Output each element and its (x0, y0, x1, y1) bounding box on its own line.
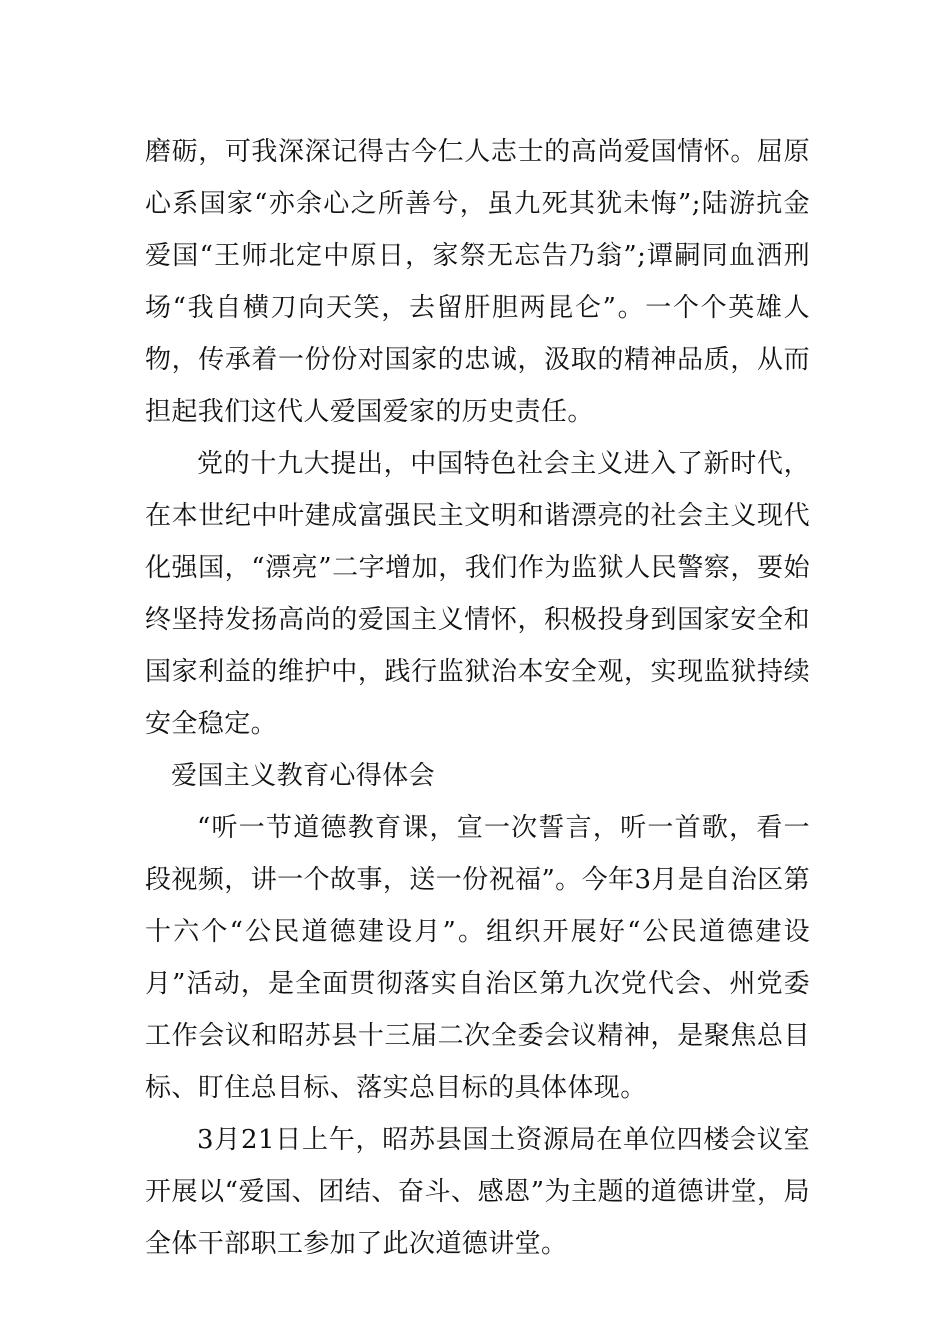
document-body (145, 126, 810, 1270)
paragraph-continued: 磨砺，可我深深记得古今仁人志士的高尚爱国情怀。屈原心系国家“亦余心之所善兮，虽九死其犹未悔”;陆游抗金爱国“王师北定中原日，家祭无忘告乃翁”;谭嗣同血洒刑场“我自横刀向天笑，去留肝胆两昆仑”。一个个英雄人物，传承着一份份对国家的忠诚，汲取的精神品质，从而担起我们这代人爱国爱家的历史责任。 (145, 137, 810, 427)
paragraph-moral-month: “听一节道德教育课，宣一次誓言，听一首歌，看一段视频，讲一个故事，送一份祝福”。今年3月是自治区第十六个“公民道德建设月”。组织开展好“公民道德建设月”活动，是全面贯彻落实自治区第九次党代会、州党委工作会议和昭苏县十三届二次全委会议精神，是聚焦总目标、盯住总目标、落实总目标的具体体现。 (145, 813, 810, 1103)
paragraph-moral-lecture: 3月21日上午，昭苏县国土资源局在单位四楼会议室开展以“爱国、团结、奋斗、感恩”为主题的道德讲堂，局全体干部职工参加了此次道德讲堂。 (145, 1125, 810, 1259)
section-heading: 爱国主义教育心得体会 (171, 761, 436, 791)
paragraph-party-congress: 党的十九大提出，中国特色社会主义进入了新时代，在本世纪中叶建成富强民主文明和谐漂亮的社会主义现代化强国，“漂亮”二字增加，我们作为监狱人民警察，要始终坚持发扬高尚的爱国主义情怀，积极投身到国家安全和国家利益的维护中，践行监狱治本安全观，实现监狱持续安全稳定。 (145, 449, 810, 739)
